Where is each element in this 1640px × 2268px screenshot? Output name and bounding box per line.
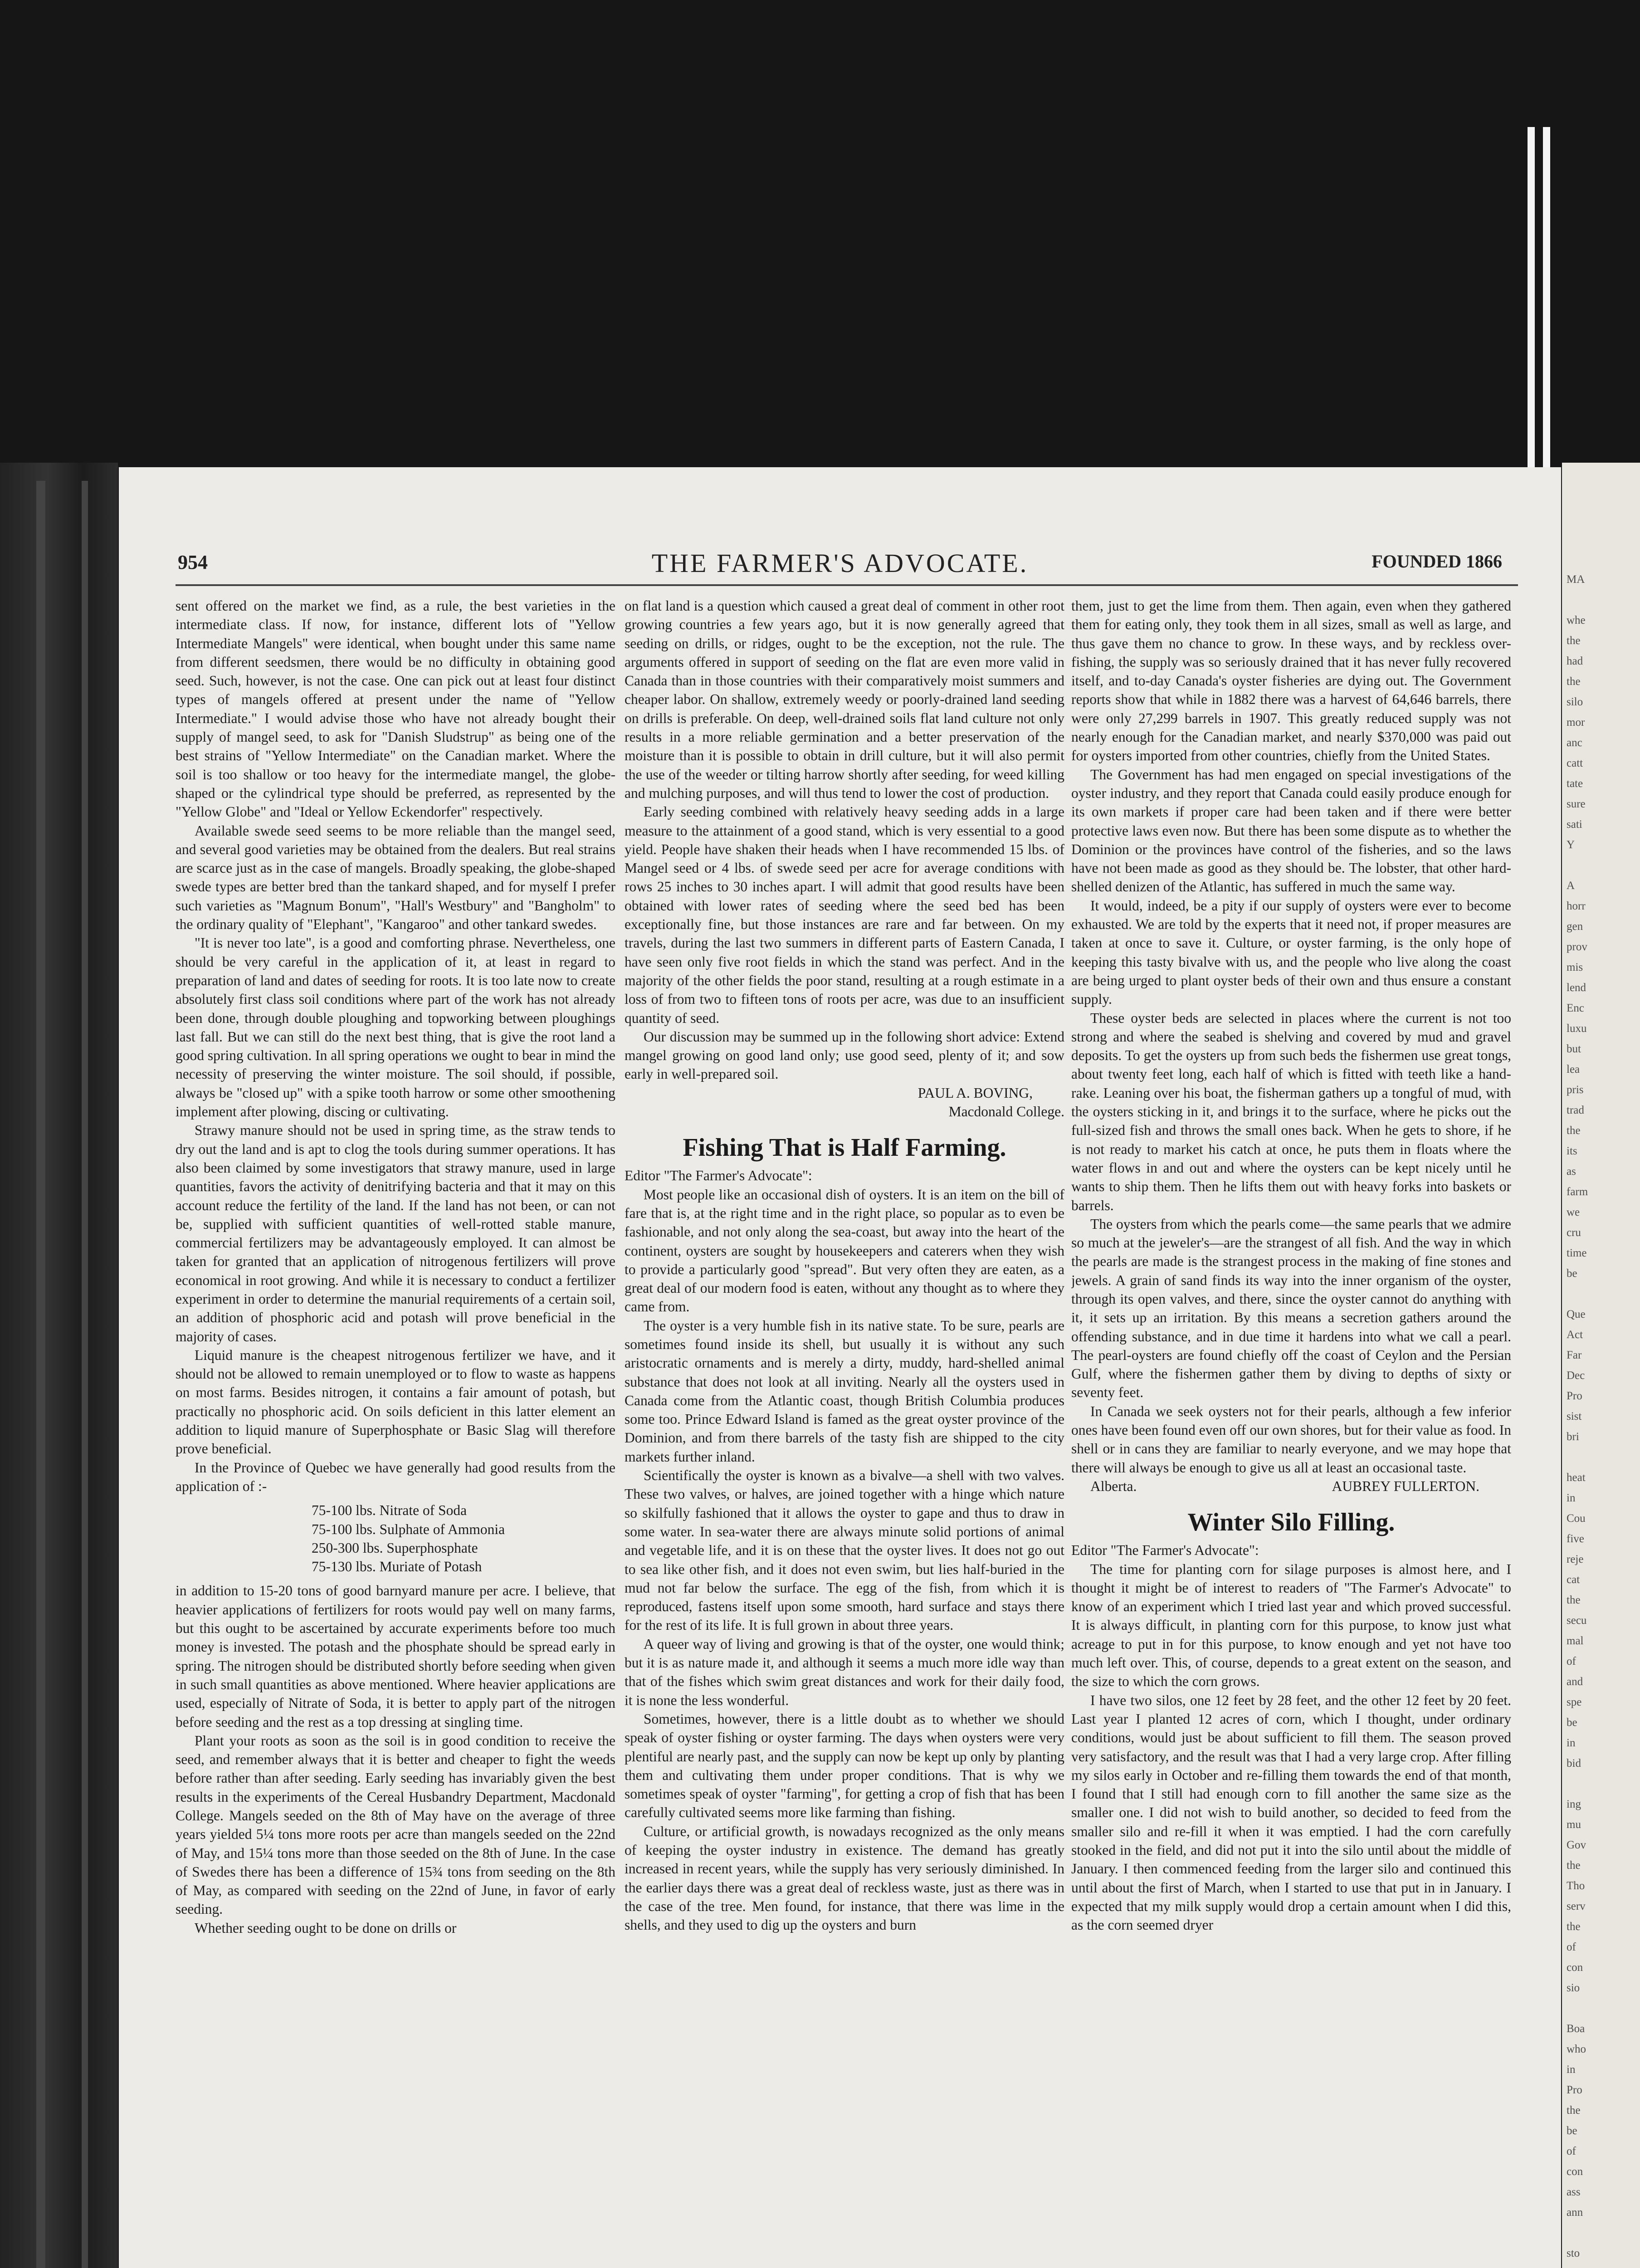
founded-label: FOUNDED 1866 (1372, 551, 1502, 572)
fertilizer-item: 250-300 lbs. Superphosphate (312, 1540, 478, 1556)
paragraph: A queer way of living and growing is that of the oyster, one would think; but it is as nature made it, and although it seems a much more idle way than that of the fishes which swim great distances and work for their daily food, it is none the less wonderful. (625, 1636, 1064, 1708)
paragraph: Plant your roots as soon as the soil is in good condition to receive the seed, and remember always that it is better and cheaper to fight the weeds before rather than after seeding. Early seeding has invariably given the best results in the experiments of the Cereal Husbandry Department, Macdonald College. Mangels seeded on the 8th of May have on the average of three years yielded 5¼ tons more roots per acre than mangels seeded on the 22nd of May, and 15¼ tons more than those seeded on the 8th of June. In the case of Swedes there has been a difference of 15¾ tons from seeding on the 8th of May, as compared with seeding on the 22nd of June, in favor of early seeding. (176, 1732, 615, 1917)
paragraph: sent offered on the market we find, as a rule, the best varieties in the intermediate class. If now, for instance, different lots of "Yellow Intermediate Mangels" were identical, when bought under this same name from different seedsmen, there would be no difficulty in obtaining good seed. Such, however, is not the case. One can pick out at least four distinct types of mangels offered at present under the name of "Yellow Intermediate." I would advise those who have not already bought their supply of mangel seed, to ask for "Danish Sludstrup" as being one of the best strains of "Yellow Intermediate" on the Canadian market. Where the soil is too shallow or too heavy for the intermediate mangel, the globe-shaped or the cylindrical type should be preferred, as represented by the "Yellow Globe" and "Ideal or Yellow Eckendorfer" respectively. (176, 598, 615, 820)
binding-edge (82, 481, 88, 2268)
author-name: AUBREY FULLERTON. (1332, 1478, 1479, 1494)
masthead: THE FARMER'S ADVOCATE. (651, 548, 1029, 578)
paragraph: The Government has had men engaged on special investigations of the oyster industry, and they report that Canada could easily produce enough for its own markets if proper care had been taken and if there were better protective laws even now. But there has been some dispute as to whether the Dominion or the provinces have control of the fisheries, and so the laws have not been made as good as they should be. The lobster, that other hard-shelled denizen of the Atlantic, has suffered in much the same way. (1071, 766, 1511, 895)
paragraph: It would, indeed, be a pity if our supply of oysters were ever to become exhausted. We are told by the experts that it need not, if proper measures are taken at once to save it. Culture, or oyster farming, is the only hope of keeping this tasty bivalve with us, and the people who live along the coast are being urged to plant oyster beds of their own and thus ensure a constant supply. (1071, 897, 1511, 1007)
facing-page-text: MA whe the had the silo mor anc catt tate sure sati Y A horr gen prov mis lend Enc luxu but lea pris trad the its as farm we cru time be Que Act Far Dec Pro sist bri heat in Cou five reje cat the secu mal of and spe be in bid ing mu Gov the Tho serv the of con sio Boa who in Pro the be of con ass ann sto (1567, 573, 1588, 2259)
paragraph: In the Province of Quebec we have generally had good results from the application of :- (176, 1459, 615, 1494)
column-3 (1071, 596, 1511, 2268)
paragraph: The time for planting corn for silage purposes is almost here, and I thought it might be of interest to readers of "The Farmer's Advocate" to know of an experiment which I tried last year and which proved successful. It is always difficult, in planting corn for this purpose, to know just what acreage to put in for this purpose, to know enough and yet not have too much left over. This, of course, depends to a great extent on the season, and the size to which the corn grows. (1071, 1561, 1511, 1690)
paragraph: Culture, or artificial growth, is nowadays recognized as the only means of keeping the oyster industry in existence. The demand has greatly increased in recent years, while the supply has very seriously diminished. In the earlier days there was a great deal of reckless waste, just as there was in the case of the tree. Men found, for instance, that there was lime in the shells, and they used to dig up the oysters and burn (625, 1823, 1064, 1933)
paragraph: I have two silos, one 12 feet by 28 feet, and the other 12 feet by 20 feet. Last year I planted 12 acres of corn, which I thought, under ordinary conditions, would just be about sufficient to fill them. The season proved very satisfactory, and the result was that I had a very large crop. After filling my silos early in October and re-filling them towards the end of that month, I found that I still had enough corn to fill another the same size as the smaller one. I did not wish to build another, so decided to feed from the smaller silo and re-fill it when it was emptied. I had the corn carefully stooked in the field, and did not put it into the silo until about the middle of January. I then commenced feeding from the larger silo and continued this until about the first of March, when I started to use that put in in January. I expected that my milk supply would drop a certain amount when I did this, as the corn seemed dryer (1071, 1692, 1511, 1933)
author-affiliation: Macdonald College. (948, 1104, 1064, 1120)
paragraph: Our discussion may be summed up in the following short advice: Extend mangel growing on good land only; use good seed, plenty of it; and sow early in well-prepared soil. (625, 1028, 1064, 1082)
book-binding (0, 463, 118, 2268)
editor-salutation: Editor "The Farmer's Advocate": (625, 1168, 812, 1184)
author-name: PAUL A. BOVING, (918, 1085, 1033, 1101)
paragraph: Sometimes, however, there is a little doubt as to whether we should speak of oyster fishing or oyster farming. The days when oysters were very plentiful are nearly past, and the supply can now be kept up only by planting them and cultivating them under proper conditions. That is why we sometimes speak of oyster "farming", for getting a crop of fish that has been carefully cultivated seems more like farming than fishing. (625, 1711, 1064, 1821)
paragraph: them, just to get the lime from them. Then again, even when they gathered them for eating only, they took them in all sizes, small as well as large, and thus gave them no chance to grow. In these ways, and by reckless over-fishing, the supply was so seriously drained that it has never fully recovered itself, and to-day Canada's oyster fisheries are dying out. The Government reports show that while in 1882 there was a harvest of 64,646 barrels, there were only 27,299 barrels in 1907. This greatly reduced supply was not nearly enough for the Canadian market, and nearly $370,000 was paid out for oysters imported from other countries, chiefly from the United States. (1071, 598, 1511, 764)
article-heading: Winter Silo Filling. (1187, 1508, 1395, 1537)
fertilizer-item: 75-100 lbs. Nitrate of Soda (312, 1502, 467, 1519)
binding-edge (36, 481, 45, 2268)
paragraph: In Canada we seek oysters not for their pearls, although a few inferior ones have been found even off our own shores, but for their value as food. In shell or in cans they are familiar to nearly everyone, and we may hope that there will always be enough to give us all at least an occasional taste. (1071, 1403, 1511, 1476)
paragraph: These oyster beds are selected in places where the current is not too strong and where the seabed is shelving and covered by mud and gravel deposits. To get the oysters up from such beds the fishermen use great tongs, about twenty feet long, each half of which is fitted with teeth like a hand-rake. Leaning over his boat, the fisherman gathers up a tongful of mud, with the oysters sticking in it, and brings it to the surface, where he picks out the full-sized fish and throws the small ones back. When he gets to shore, if he is not ready to market his catch at once, he puts them in floats where the water flows in and out and where the oysters can be kept nicely until he wants to ship them. Then he lifts them out with heavy forks into baskets or barrels. (1071, 1010, 1511, 1213)
fertilizer-item: 75-100 lbs. Sulphate of Ammonia (312, 1521, 505, 1537)
column-2 (625, 596, 1064, 2268)
fertilizer-item: 75-130 lbs. Muriate of Potash (312, 1559, 482, 1575)
fertilizer-list (176, 1501, 615, 1576)
editor-salutation: Editor "The Farmer's Advocate": (1071, 1542, 1259, 1559)
page-number: 954 (178, 551, 208, 573)
paragraph: Strawy manure should not be used in spring time, as the straw tends to dry out the land and is apt to clog the tools during summer operations. It has also been claimed by some investigators that strawy manure, used in large quantities, favors the activity of denitrifying bacteria and that it may on this account reduce the fertility of the land. If the land has not been, or can not be, supplied with sufficient quantities of well-rotted stable manure, commercial fertilizers may be advantageously employed. It can almost be taken for granted that an application of nitrogenous fertilizers will prove economical in root growing. And while it is necessary to conduct a fertilizer experiment in order to determine the manurial requirements of a certain soil, an addition of phosphoric acid and potash will prove beneficial in the majority of cases. (176, 1122, 615, 1344)
column-1 (176, 596, 615, 2268)
paragraph: Whether seeding ought to be done on drills or (195, 1920, 457, 1936)
paragraph: Liquid manure is the cheapest nitrogenous fertilizer we have, and it should not be allowed to remain unemployed or to flow to waste as happens on most farms. Besides nitrogen, it contains a fair amount of potash, but practically no phosphoric acid. On soils deficient in this latter element an addition to liquid manure of Superphosphate or Basic Slag will therefore prove beneficial. (176, 1347, 615, 1457)
page-header (119, 548, 1561, 584)
paragraph: Most people like an occasional dish of oysters. It is an item on the bill of fare that is, at the right time and in the right place, so popular as to even be fashionable, and not only along the sea-coast, but away into the heart of the continent, oysters are sought by housekeepers and caterers when they wish to provide a particularly good "spread". But very often they are eaten, as a great deal of our modern food is eaten, without any thought as to where they came from. (625, 1186, 1064, 1315)
article-heading: Fishing That is Half Farming. (683, 1134, 1006, 1162)
paragraph: on flat land is a question which caused a great deal of comment in other root growing countries a few years ago, but it is now generally agreed that seeding on drills, or ridges, ought to be the exception, not the rule. The arguments offered in support of seeding on the flat are even more valid in Canada than in those countries with their comparatively moist summers and cheaper labor. On shallow, extremely weedy or poorly-drained land seeding on drills is preferable. On deep, well-drained soils flat land culture not only results in a more reliable germination and a better preservation of the moisture than it is possible to obtain in drill culture, but it will also permit the use of the weeder or tilting harrow shortly after seeding, for weed killing and mulching purposes, and will thus tend to lower the cost of production. (625, 598, 1064, 801)
facing-page-margin (1562, 463, 1640, 2268)
paragraph: Scientifically the oyster is known as a bivalve—a shell with two valves. These two valves, or halves, are joined together with a hinge which nature so skilfully fashioned that it allows the oyster to gape and thus to draw in some water. In sea-water there are always minute solid portions of animal and vegetable life, and it is on these that the oyster lives. It does not go out to sea like other fish, and it does not even swim, but lies half-buried in the mud not far below the surface. The egg of the fish, from which it is reproduced, fastens itself upon some smooth, hard surface and stays there for the rest of its life. It is full grown in about three years. (625, 1467, 1064, 1633)
paragraph: Available swede seed seems to be more reliable than the mangel seed, and several good varieties may be obtained from the dealers. But real strains are scarce just as in the case of mangels. Broadly speaking, the globe-shaped swede types are better bred than the tankard shaped, and for myself I prefer such varieties as "Magnum Bonum", "Hall's Westbury" and "Bangholm" to the ordinary quality of "Elephant", "Kangaroo" and other tankard swedes. (176, 822, 615, 933)
paragraph: "It is never too late", is a good and comforting phrase. Nevertheless, one should be very careful in the application of it, at least in regard to preparation of land and dates of seeding for roots. It is too late now to create absolutely first class soil conditions where part of the work has not already been done, through double ploughing and topworking between ploughings last fall. But we can still do the next best thing, that is give the root land a good spring cultivation. In all spring operations we ought to bear in mind the necessity of preserving the winter moisture. The soil should, if possible, always be "closed up" with a spike tooth harrow or some other smoothening implement after plowing, discing or cultivating. (176, 935, 615, 1120)
newspaper-page (119, 467, 1561, 2268)
paragraph: The oysters from which the pearls come—the same pearls that we admire so much at the jeweler's—are the strangest of all fish. And the way in which the pearls are made is the strangest process in the making of fine stones and jewels. A grain of sand finds its way into the inner organism of the oyster, through its open valves, and there, since the oyster cannot do anything with it, it sets up an irritation. By this means a secretion gathers around the offending substance, and in due time it hardens into what we call a pearl. The pearl-oysters are found chiefly off the coast of Ceylon and the Persian Gulf, where the fishermen gather them by diving to depths of sixty or seventy feet. (1071, 1216, 1511, 1401)
author-location: Alberta. (1090, 1478, 1137, 1494)
paragraph: The oyster is a very humble fish in its native state. To be sure, pearls are sometimes found inside its shell, but usually it is without any such aristocratic ornaments and is merely a dirty, muddy, hard-shelled animal substance that does not look at all inviting. Nearly all the oysters used in Canada come from the Atlantic coast, though British Columbia produces some too. Prince Edward Island is famed as the great oyster province of the Dominion, and from there barrels of the tasty fish are shipped to the city markets further inland. (625, 1317, 1064, 1465)
paragraph: Early seeding combined with relatively heavy seeding adds in a large measure to the attainment of a good stand, which is very essential to a good yield. People have shaken their heads when I have recommended 15 lbs. of Mangel seed or 4 lbs. of swede seed per acre for average conditions with rows 25 inches to 30 inches apart. I will admit that good results have been obtained with lower rates of seeding where the seed bed has been exceptionally fine, but those instances are rare and far between. On my travels, during the last two summers in different parts of Eastern Canada, I have seen only five root fields in which the stand was perfect. And in the majority of the other fields the poor stand, resulting at a rough estimate in a loss of from two to fifteen tons of roots per acre, was due to an insufficient quantity of seed. (625, 804, 1064, 1026)
header-rule (176, 584, 1518, 586)
signature-line (1071, 1477, 1511, 1496)
paragraph: in addition to 15-20 tons of good barnyard manure per acre. I believe, that heavier applications of fertilizers for roots would pay well on many farms, but this ought to be ascertained by accurate experiments before too much money is invested. The potash and the phosphate should be spread early in spring. The nitrogen should be distributed shortly before seeding when given in such small quantities as above mentioned. Where heavier applications are used, especially of Nitrate of Soda, it is better to apply part of the nitrogen before seeding and the rest as a top dressing at singling time. (176, 1583, 615, 1730)
